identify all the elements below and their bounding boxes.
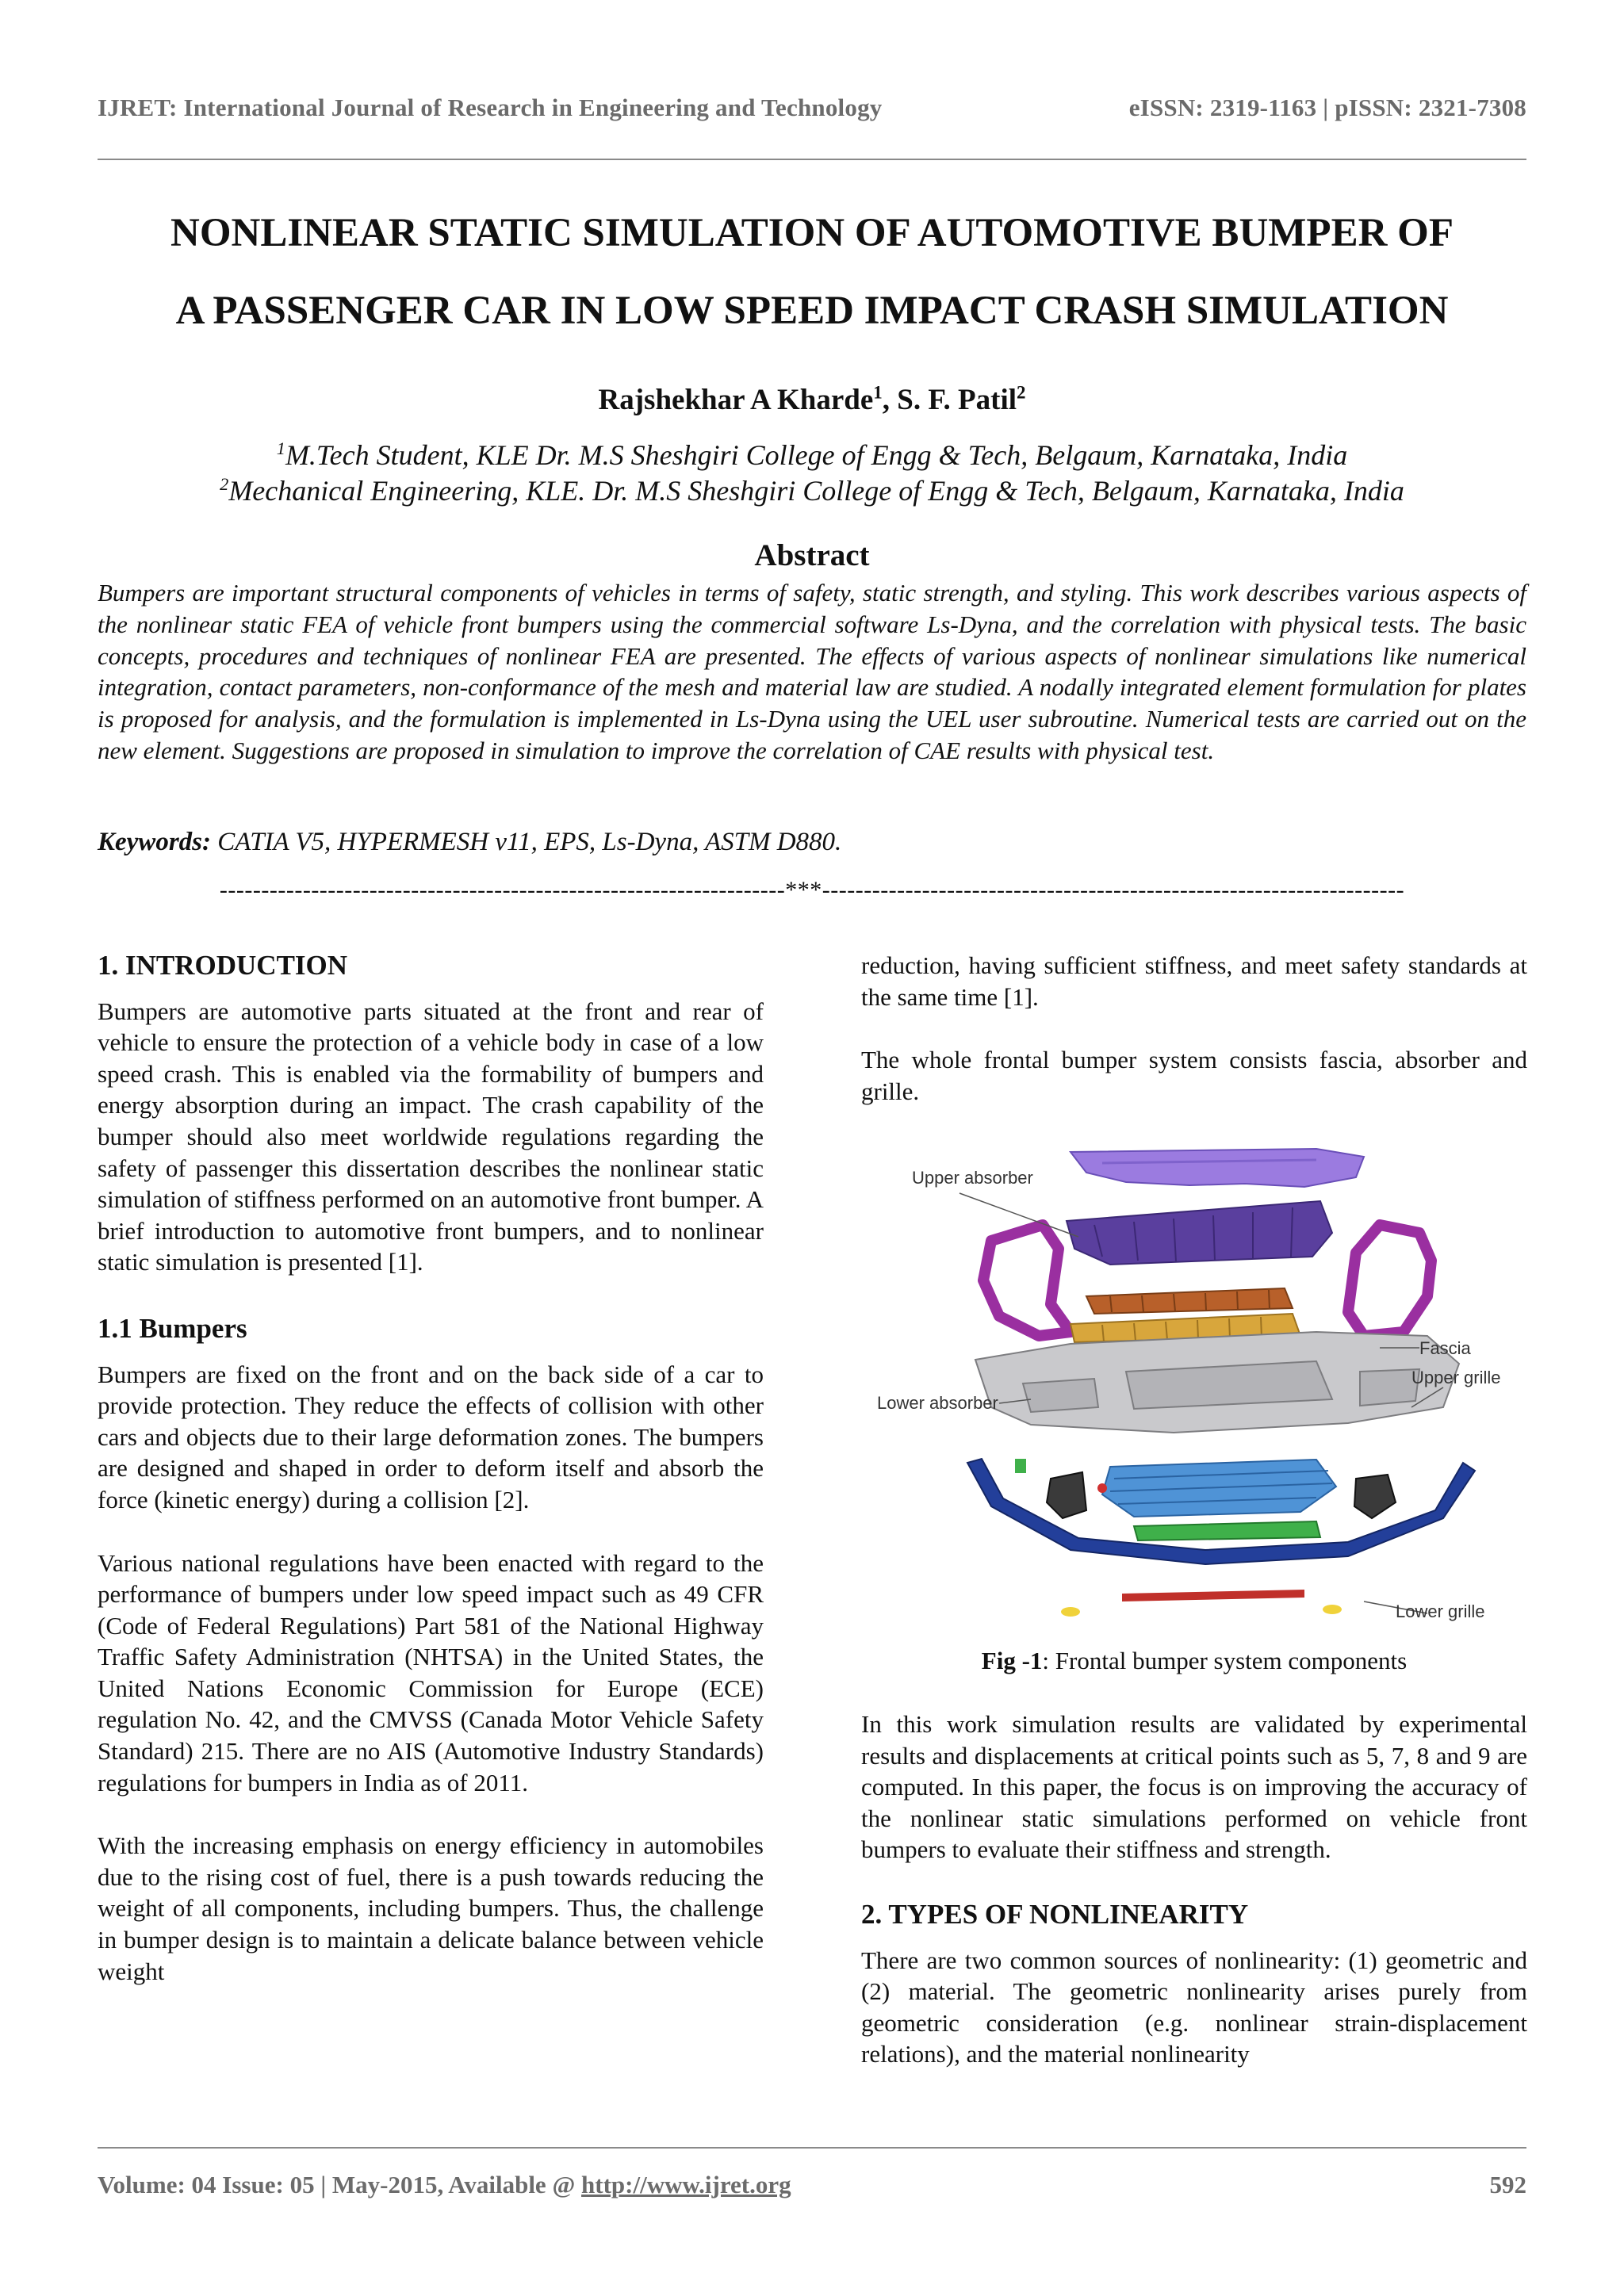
figure-caption <box>861 1647 1527 1675</box>
page-number: 592 <box>1489 2171 1526 2198</box>
label-lower-absorber: Lower absorber <box>877 1393 998 1413</box>
bumper-system-figure <box>872 1146 1522 1637</box>
section-2-paragraph-1: There are two common sources of nonlinearity: (1) geometric and (2) material. The geometric nonlinearity arises purely from geometric consideration (e.g. nonlinear strain-displacement relations), and the material nonlinearity <box>861 1946 1527 2068</box>
title-line-1: NONLINEAR STATIC SIMULATION OF AUTOMOTIVE BUMPER OF <box>170 211 1454 255</box>
right-bracket-part <box>1348 1225 1431 1336</box>
author-2-sup: 2 <box>1017 382 1026 403</box>
section-separator: --------------------------------------------------------------------***---------------------------------------------------------------------- <box>219 877 1405 903</box>
keywords <box>98 828 1526 857</box>
left-grille-side <box>1047 1472 1086 1518</box>
affiliation-2-sup: 2 <box>220 474 229 494</box>
keywords-label: Keywords: <box>98 828 211 856</box>
label-fascia: Fascia <box>1419 1338 1471 1358</box>
affiliation-2 <box>98 473 1526 509</box>
upper-panel-part <box>1071 1149 1364 1187</box>
footer-volume-text: Volume: 04 Issue: 05 | May-2015, Available @ <box>98 2171 582 2198</box>
label-upper-absorber: Upper absorber <box>912 1168 1033 1188</box>
affiliation-1-text: M.Tech Student, KLE Dr. M.S Sheshgiri College of Engg & Tech, Belgaum, Karnataka, India <box>285 439 1348 471</box>
author-separator: , <box>882 384 898 416</box>
header-rule <box>98 159 1526 160</box>
affiliation-2-text: Mechanical Engineering, KLE. Dr. M.S Sheshgiri College of Engg & Tech, Belgaum, Karnataka, India <box>228 475 1404 507</box>
abstract-heading: Abstract <box>754 538 870 572</box>
right-grille-side <box>1354 1475 1396 1518</box>
label-upper-grille: Upper grille <box>1411 1368 1501 1387</box>
small-green-part <box>1015 1459 1026 1473</box>
small-yellow-part-right <box>1323 1605 1342 1614</box>
section-1-1-paragraph-1: Bumpers are fixed on the front and on the back side of a car to provide protection. They reduce the effects of collision with other cars and objects due to their large deformation zones. The bumpers are designed and shaped in order to deform itself and absorb the force (kinetic energy) during a collision [2]. <box>98 1360 764 1513</box>
affiliation-1 <box>98 438 1526 473</box>
paper-title <box>98 194 1526 350</box>
figure-caption-text: : Frontal bumper system components <box>1042 1647 1408 1674</box>
right-column-bottom <box>861 1709 1527 2070</box>
author-1-sup: 1 <box>873 382 883 403</box>
right-column-top <box>861 950 1527 1107</box>
right-paragraph-1: reduction, having sufficient stiffness, and meet safety standards at the same time [1]. <box>861 951 1527 1011</box>
issn-header: eISSN: 2319-1163 | pISSN: 2321-7308 <box>1128 94 1526 121</box>
small-red-dot <box>1097 1483 1107 1493</box>
journal-header: IJRET: International Journal of Research in Engineering and Technology <box>98 94 883 121</box>
green-part <box>1134 1521 1320 1540</box>
section-2-heading: 2. TYPES OF NONLINEARITY <box>861 1898 1249 1930</box>
right-paragraph-3: In this work simulation results are validated by experimental results and displacements at critical points such as 5, 7, 8 and 9 are computed. In this paper, the focus is on improving the accuracy of the nonlinear static simulations performed on vehicle front bumpers to evaluate their stiffness and strength. <box>861 1710 1527 1864</box>
author-2: S. F. Patil <box>897 384 1017 416</box>
affiliation-1-sup: 1 <box>276 438 285 458</box>
left-bracket-part <box>983 1225 1071 1336</box>
footer-link[interactable]: http://www.ijret.org <box>581 2171 791 2198</box>
figure-caption-label: Fig -1 <box>981 1647 1043 1674</box>
abstract-text: Bumpers are important structural components of vehicles in terms of safety, static strength, and styling. This work describes various aspects of the nonlinear static FEA of vehicle front bumpers using the commercial software Ls-Dyna, and the correlation with physical tests. The basic concepts, procedures and techniques of nonlinear FEA are presented. The effects of various aspects of nonlinear simulations like numerical integration, contact parameters, non-conformance of the mesh and material law are studied. A nodally integrated element formulation for plates is proposed for analysis, and the formulation is implemented in Ls-Dyna using the UEL user subroutine. Numerical tests are carried out on the new element. Suggestions are proposed in simulation to improve the correlation of CAE results with physical test. <box>98 579 1526 764</box>
right-paragraph-2: The whole frontal bumper system consists fascia, absorber and grille. <box>861 1046 1527 1105</box>
small-yellow-part-left <box>1061 1607 1080 1617</box>
label-lower-grille: Lower grille <box>1396 1601 1485 1621</box>
section-1-heading: 1. INTRODUCTION <box>98 950 348 981</box>
section-1-1-heading: 1.1 Bumpers <box>98 1312 247 1344</box>
left-column <box>98 950 764 1987</box>
section-1-paragraph-1: Bumpers are automotive parts situated at the front and rear of vehicle to ensure the protection of a vehicle body in case of a low speed crash. This is enabled via the formability of bumpers and energy absorption during an impact. The crash capability of the bumper should also meet worldwide regulations regarding the safety of passenger this dissertation describes the nonlinear static simulation of stiffness performed on an automotive front bumper. A brief introduction to automotive front bumpers, and to nonlinear static simulation is presented [1]. <box>98 997 764 1276</box>
section-1-1-paragraph-3: With the increasing emphasis on energy efficiency in automobiles due to the rising cost of fuel, there is a push towards reducing the weight of all components, including bumpers. Thus, the challenge in bumper design is to maintain a delicate balance between vehicle weight <box>98 1831 764 1985</box>
footer-volume <box>98 2171 791 2199</box>
authors <box>98 383 1526 417</box>
orange-part <box>1086 1288 1293 1314</box>
red-strip-part <box>1122 1590 1304 1601</box>
author-1: Rajshekhar A Kharde <box>598 384 874 416</box>
footer-rule <box>98 2147 1526 2149</box>
keywords-text: CATIA V5, HYPERMESH v11, EPS, Ls-Dyna, ASTM D880. <box>211 828 842 856</box>
section-1-1-paragraph-2: Various national regulations have been enacted with regard to the performance of bumpers under low speed impact such as 49 CFR (Code of Federal Regulations) Part 581 of the National Highway Traffic Safety Administration (NHTSA) in the United States, the United Nations Economic Commission for Europe (ECE) regulation No. 42, and the CMVSS (Canada Motor Vehicle Safety Standard) 215. There are no AIS (Automotive Industry Standards) regulations for bumpers in India as of 2011. <box>98 1548 764 1797</box>
title-line-2: A PASSENGER CAR IN LOW SPEED IMPACT CRASH SIMULATION <box>175 289 1449 333</box>
